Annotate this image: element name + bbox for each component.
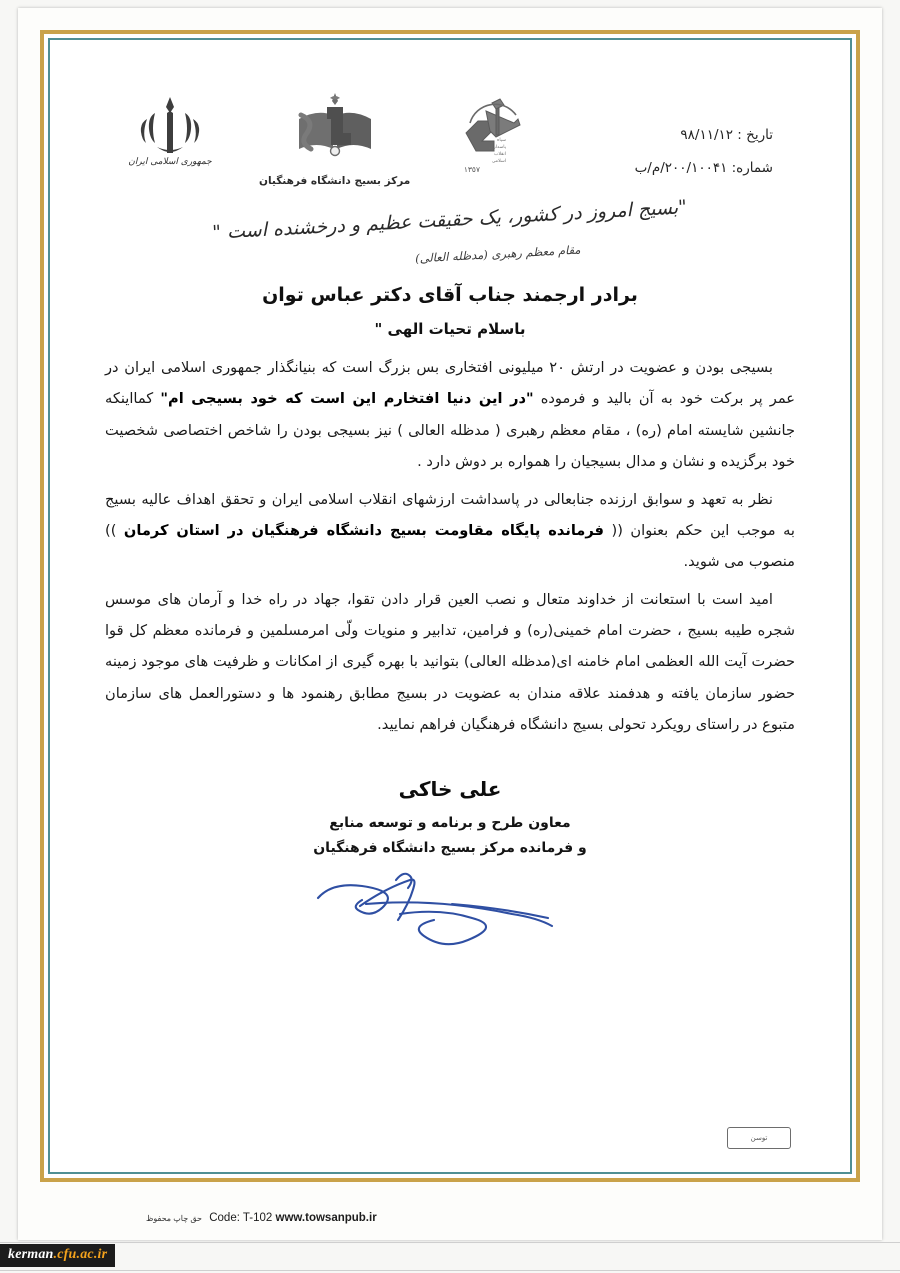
irgc-emblem-block	[456, 89, 530, 175]
footer-url[interactable]: www.towsanpub.ir	[275, 1212, 377, 1224]
signature-block	[105, 777, 795, 957]
certificate-sheet	[18, 8, 882, 1240]
meta-number	[635, 152, 773, 185]
body-text: نظر به تعهد و سوابق ارزنده جنابعالی در پاسداشت ارزشهای انقلاب اسلامی ایران و تحقق اهداف عالیه بسیج به موجب این حکم بعنوان ((	[105, 490, 795, 539]
footer-copyright: حق چاپ محفوظ	[146, 1214, 203, 1223]
basij-farhangian-caption: مرکز بسیج دانشگاه فرهنگیان	[259, 175, 411, 187]
leader-quote-text: "بسیج امروز در کشور، یک حقیقت عظیم و درخشنده است "	[212, 196, 688, 244]
irgc-year-label: ١٣٥٧	[464, 165, 481, 174]
handwritten-signature	[105, 864, 795, 956]
basij-farhangian-emblem	[287, 89, 383, 169]
date-value: ۹۸/۱۱/۱۲	[680, 127, 733, 143]
emphasis-text: فرمانده پایگاه مقاومت بسیج دانشگاه فرهنگیان در استان کرمان	[123, 521, 604, 539]
body-text: )) منصوب می شوید.	[105, 521, 795, 571]
illuminated-border	[40, 30, 860, 1182]
body-text: کمااینکه جانشین شایسته امام (ره) ، مقام معظم رهبری ( مدظله العالی ) نیز بسیجی بودن را شاخص اختصاصی شخصیت خود برگزیده و نشان و مدال بسیجیان را همواره بر دوش دارد .	[105, 390, 795, 471]
signatory-role-line1: معاون طرح و برنامه و توسعه منابع	[329, 814, 571, 831]
letter-body	[105, 352, 795, 741]
svg-text:انقلاب: انقلاب	[494, 152, 507, 157]
iran-emblem-caption: جمهوری اسلامی ایران	[128, 157, 212, 167]
signatory-name: علی خاکی	[398, 776, 502, 801]
inner-frame-gold	[40, 30, 860, 1182]
svg-text:اسلامی: اسلامی	[492, 159, 507, 164]
paragraph-appointment	[105, 484, 795, 578]
certificate-content	[53, 43, 847, 1169]
iran-emblem-block	[127, 89, 213, 167]
basij-farhangian-emblem-block	[259, 89, 410, 187]
watermark-part1: kerman	[8, 1247, 54, 1262]
number-value: ۲۰۰/۱۰۰۴۱/م/ب	[634, 160, 728, 177]
footer-code: Code: T-102	[209, 1212, 273, 1224]
leader-quote-block	[105, 196, 795, 266]
irgc-emblem	[456, 89, 530, 175]
site-watermark	[0, 1244, 115, 1267]
date-label: تاریخ :	[737, 127, 773, 143]
watermark-part2: .cfu.ac.ir	[53, 1247, 108, 1262]
addressee-line: برادر ارجمند جناب آقای دکتر عباس توان	[262, 284, 638, 306]
header-row	[105, 89, 795, 187]
signatory-role-line2: و فرمانده مرکز بسیج دانشگاه فرهنگیان	[313, 840, 587, 857]
leader-quote-source: مقام معظم رهبری (مدظله العالی)	[414, 242, 582, 266]
emblem-group	[105, 89, 530, 187]
emphasis-text: "در این دنیا افتخارم این است که خود بسیجی ام"	[160, 390, 534, 408]
print-footer	[18, 1212, 882, 1224]
body-text: بسیجی بودن و عضویت در ارتش ۲۰ میلیونی افتخاری بس بزرگ است که بنیانگذار جمهوری اسلامی ایران در عمر پر برکت خود به آن بالید و فرموده	[105, 359, 795, 408]
paragraph-intro	[105, 352, 795, 478]
meta-date	[635, 119, 773, 152]
signatory-role	[105, 811, 795, 863]
number-label: شماره:	[731, 160, 773, 177]
iran-emblem	[127, 89, 213, 167]
publisher-stamp: توسن	[727, 1127, 791, 1149]
svg-text:سپاه: سپاه	[497, 138, 507, 143]
svg-text:پاسداران: پاسداران	[489, 145, 507, 150]
greeting-line: باسلام تحیات الهی "	[374, 320, 526, 338]
paragraph-closing	[105, 584, 795, 741]
body-text: امید است با استعانت از خداوند متعال و نصب العین قرار دادن تقوا، جهاد در راه خدا و آرمان های موسس شجره طیبه بسیج ، حضرت امام خمینی(ره) و فرامین، تدابیر و منویات ولّی امرمسلمین و فرمانده معظم کل قوا حضرت آیت الله العظمی امام خامنه ای(مدظله العالی) بتوانید با بهره گیری از امکانات و ظرفیت های موجود زمینه حضور سازمان یافته و هدفمند علاقه مندان به عضویت در بسیج مطابق رهنمود ها و دستورالعمل های سازمان متبوع در راستای رویکرد تحولی بسیج دانشگاه فرهنگیان فراهم نمایید.	[105, 590, 795, 734]
document-meta	[635, 89, 795, 185]
